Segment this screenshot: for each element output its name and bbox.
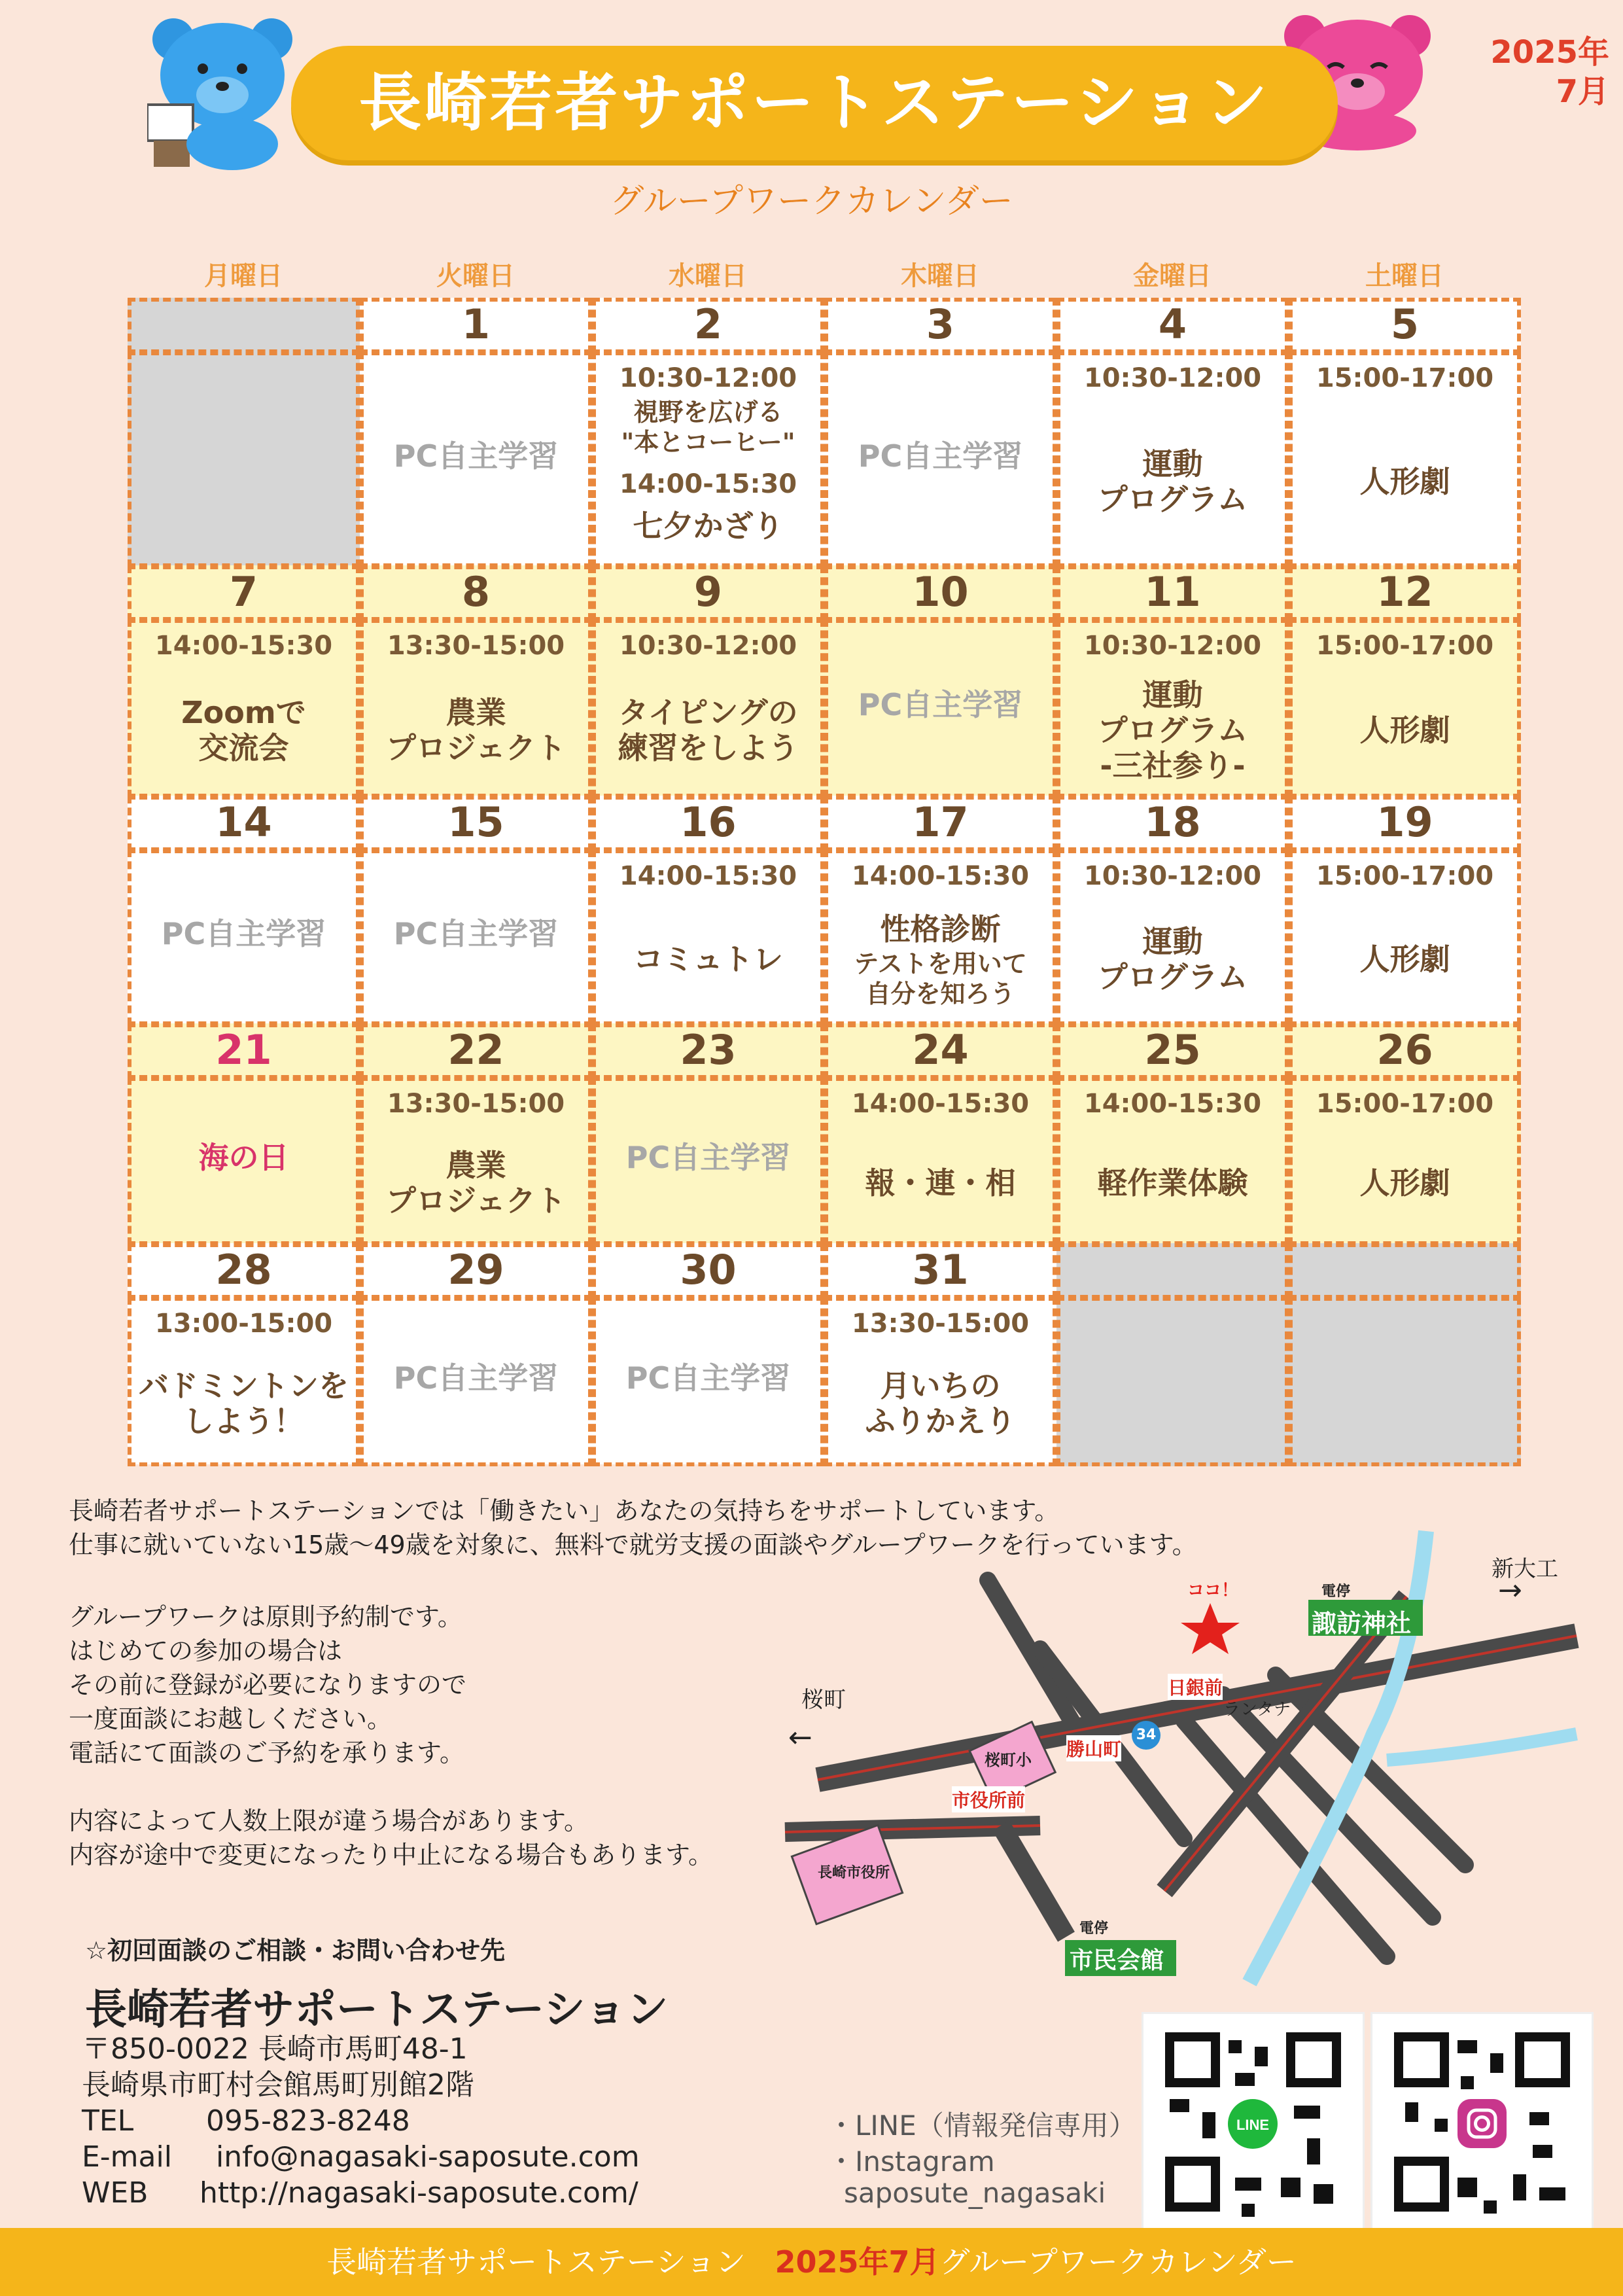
event-time: 13:00-15:00 [154,1309,333,1339]
event-time: 10:30-12:00 [1083,631,1262,661]
date-cell [1056,1243,1289,1299]
pc-self-study-label: PC自主学習 [858,438,1023,474]
event-title: 人形劇 [1359,942,1450,977]
pc-self-study-label: PC自主学習 [858,687,1023,722]
map-shiyakusho-mae-label: 市役所前 [952,1786,1025,1812]
sns-instagram-id: saposute_nagasaki [844,2177,1106,2209]
map-shindaiku-label: 新大工 [1492,1556,1558,1582]
event-title: 七夕かざり [633,508,784,544]
event-time: 15:00-17:00 [1316,363,1494,393]
date-number: 10 [912,568,969,616]
event-cell[interactable] [1289,1297,1521,1466]
date-number: 8 [461,568,491,616]
reservation-line: 一度面談にお越しください。 [69,1704,393,1733]
year-label: 2025年 [1490,34,1609,71]
year-month-label [1439,33,1609,111]
event-cell[interactable] [1056,1297,1289,1466]
svg-text:LINE: LINE [1236,2117,1270,2133]
notes-text [69,1804,713,1872]
weekday-header: 木曜日 [901,261,979,291]
pc-self-study-label: PC自主学習 [161,916,326,951]
map-densha-label: 電停 [1079,1920,1109,1937]
event-time: 10:30-12:00 [1083,861,1262,891]
page-title: 長崎若者サポートステーション [358,66,1270,139]
web-label: WEB [82,2176,148,2210]
date-number: 19 [1376,798,1433,846]
event-subtitle: テストを用いて 自分を知ろう [854,949,1027,1008]
date-number: 21 [215,1026,272,1074]
pc-self-study-label: PC自主学習 [393,916,559,951]
event-time: 14:00-15:30 [851,1089,1030,1119]
event-time: 13:30-15:00 [387,1089,565,1119]
date-number: 26 [1376,1026,1433,1074]
date-number: 9 [693,568,723,616]
map-suwa-jinja-label: 諏訪神社 [1312,1609,1412,1638]
footer-text [0,2228,1623,2296]
reservation-line: グループワークは原則予約制です。 [69,1602,462,1631]
event-title: 視野を広げる "本とコーヒー" [621,398,795,457]
date-number: 12 [1376,568,1433,616]
event-title: タイピングの 練習をしよう [618,695,799,766]
event-title: バドミントンを しよう！ [138,1368,349,1439]
event-time: 10:30-12:00 [619,631,797,661]
event-time: 15:00-17:00 [1316,631,1494,661]
event-title: 運動 プログラム -三社参り- [1097,677,1248,783]
map-lantana-label: ランタナ [1223,1700,1291,1720]
event-title: 性格診断 [880,911,1001,947]
web-link[interactable]: http://nagasaki-saposute.com/ [200,2176,638,2210]
event-title: 人形劇 [1359,463,1450,499]
intro-line: 長崎若者サポートステーションでは「働きたい」あなたの気持ちをサポートしています。 [69,1496,1060,1525]
date-number: 15 [447,798,504,846]
address-line: 長崎県市町村会館馬町別館2階 [82,2068,474,2102]
date-number: 29 [447,1246,504,1294]
footer-highlight: 2025年7月 [775,2244,940,2280]
pc-self-study-label: PC自主学習 [393,1360,559,1396]
map-nichigin-label: 日銀前 [1168,1674,1223,1700]
event-cell[interactable] [128,351,360,567]
weekday-header: 土曜日 [1365,261,1444,291]
instagram-qr-code-icon[interactable] [1370,2012,1594,2232]
weekday-header: 金曜日 [1133,261,1212,291]
date-number: 11 [1144,568,1201,616]
reservation-line: はじめての参加の場合は [69,1636,343,1665]
date-number: 16 [680,798,737,846]
map-route-badge: 34 [1132,1721,1161,1750]
event-time: 13:30-15:00 [851,1309,1030,1339]
pc-self-study-label: PC自主学習 [625,1140,791,1175]
date-number: 4 [1158,300,1187,348]
event-title: 軽作業体験 [1097,1165,1248,1201]
event-title: 人形劇 [1359,1165,1450,1201]
blue-bear-mascot-icon [147,13,298,170]
date-number: 5 [1390,300,1420,348]
email-label: E-mail [82,2140,172,2174]
event-title: 農業 プロジェクト [385,1148,567,1218]
date-number: 25 [1144,1026,1201,1074]
map-shimin-kaikan-label: 市民会館 [1070,1947,1164,1974]
contact-heading: ☆初回面談のご相談・お問い合わせ先 [85,1936,506,1965]
event-title: Zoomで 交流会 [181,695,306,766]
map-arrow-left-icon: ← [788,1721,812,1754]
date-number: 7 [229,568,258,616]
map-school-label: 桜町小 [985,1751,1032,1769]
line-qr-code-icon[interactable] [1142,2012,1365,2232]
email-link[interactable]: info@nagasaki-saposute.com [216,2140,640,2174]
intro-line: 仕事に就いていない15歳～49歳を対象に、無料で就労支援の面談やグループワークを行っています。 [69,1530,1197,1559]
address-line: 〒850-0022 長崎市馬町48-1 [82,2032,468,2066]
map-katsuyama-label: 勝山町 [1066,1735,1121,1761]
pc-self-study-label: PC自主学習 [393,438,559,474]
date-number: 31 [912,1246,969,1294]
event-time: 15:00-17:00 [1316,1089,1494,1119]
event-title: コミュトレ [633,942,784,977]
date-number: 14 [215,798,272,846]
date-number: 3 [926,300,955,348]
map-koko-label: ココ！ [1187,1581,1239,1600]
tel-label: TEL [82,2104,134,2138]
note-line: 内容によって人数上限が違う場合があります。 [69,1807,589,1835]
date-number: 18 [1144,798,1201,846]
month-label: 7月 [1556,73,1609,110]
weekday-header: 火曜日 [436,261,515,291]
event-title: 農業 プロジェクト [385,695,567,766]
note-line: 内容が途中で変更になったり中止になる場合もあります。 [69,1841,713,1869]
event-time: 13:30-15:00 [387,631,565,661]
access-map [778,1525,1609,1989]
event-time: 14:00-15:30 [154,631,333,661]
event-title: 報・連・相 [865,1165,1016,1201]
event-time: 14:00-15:30 [619,469,797,499]
reservation-line: その前に登録が必要になりますので [69,1670,467,1699]
footer-suffix: グループワークカレンダー [939,2244,1297,2280]
map-city-hall-label: 長崎市役所 [818,1865,890,1881]
organization-name: 長崎若者サポートステーション [85,1986,669,2034]
map-sakuramachi-label: 桜町 [801,1687,846,1713]
weekday-header: 水曜日 [669,261,747,291]
reservation-line: 電話にて面談のご予約を承ります。 [69,1739,464,1767]
date-number: 22 [447,1026,504,1074]
date-cell [128,298,360,353]
date-number: 17 [912,798,969,846]
date-number: 23 [680,1026,737,1074]
event-title: 月いちの ふりかえり [865,1368,1016,1439]
tel-number[interactable]: 095-823-8248 [206,2104,410,2138]
map-densha-label: 電停 [1321,1583,1351,1600]
sns-instagram-label: ・Instagram [828,2146,995,2178]
web-row [82,2176,638,2211]
weekday-header: 月曜日 [204,261,283,291]
date-number: 28 [215,1246,272,1294]
holiday-label: 海の日 [198,1140,289,1175]
date-number: 24 [912,1026,969,1074]
event-time: 14:00-15:30 [619,861,797,891]
email-row [82,2140,640,2175]
event-time: 10:30-12:00 [619,363,797,393]
date-number: 30 [680,1246,737,1294]
event-title: 運動 プログラム [1097,446,1248,517]
event-time: 10:30-12:00 [1083,363,1262,393]
date-number: 1 [461,300,491,348]
event-time: 15:00-17:00 [1316,861,1494,891]
event-time: 14:00-15:30 [851,861,1030,891]
event-title: 運動 プログラム [1097,924,1248,995]
map-arrow-right-icon: → [1498,1574,1522,1607]
reservation-text [69,1600,466,1770]
page-subtitle: グループワークカレンダー [610,182,1013,221]
pc-self-study-label: PC自主学習 [625,1360,791,1396]
date-number: 2 [693,300,723,348]
event-title: 人形劇 [1359,713,1450,748]
tel-row [82,2104,410,2139]
event-time: 14:00-15:30 [1083,1089,1262,1119]
footer-org: 長崎若者サポートステーション [326,2244,746,2280]
sns-line-label: ・LINE（情報発信専用） [828,2110,1136,2142]
date-cell [1289,1243,1521,1299]
